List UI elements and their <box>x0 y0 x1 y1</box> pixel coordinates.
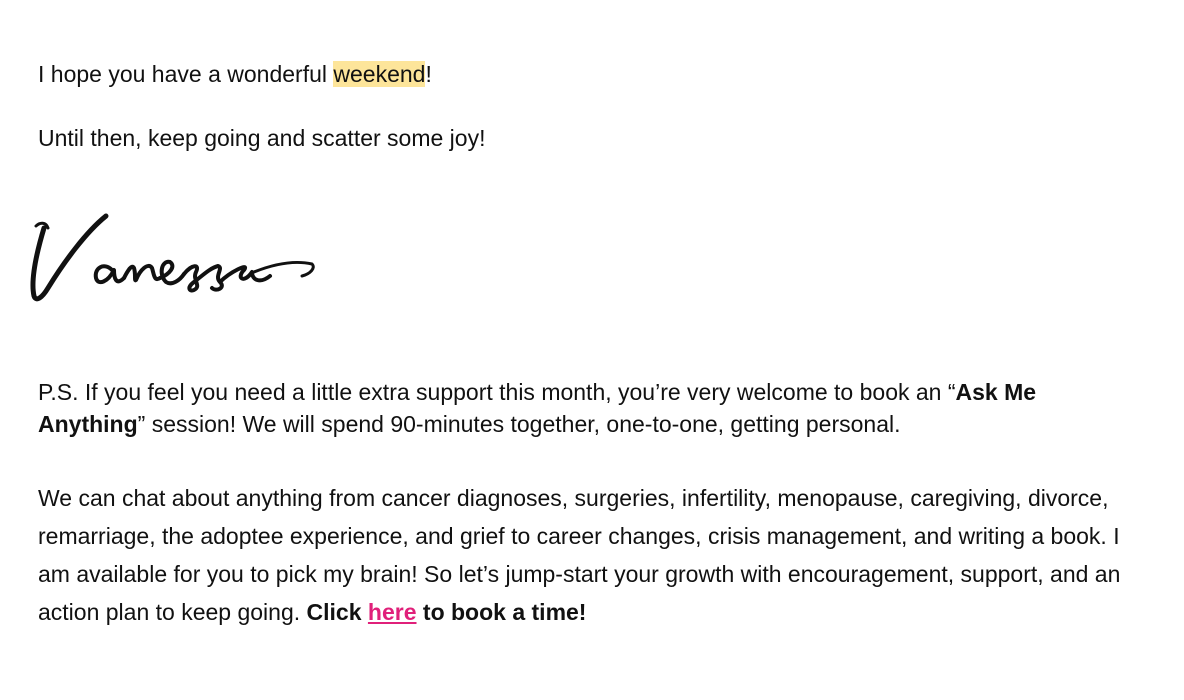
ps-suffix: ” session! We will spend 90-minutes together, one-to-one, getting personal. <box>137 411 901 437</box>
closing-line-weekend <box>38 58 432 90</box>
details-text: We can chat about anything from cancer diagnoses, surgeries, infertility, menopause, caregiving, divorce, remarriage, the adoptee experience, and grief to career changes, crisis management, and writing a book. I am available for you to pick my brain! So let’s jump-start your growth with encouragement, support, and an action plan to keep going. <box>38 485 1121 625</box>
closing-line-joy: Until then, keep going and scatter some joy! <box>38 125 486 151</box>
highlighted-word: weekend <box>333 61 426 87</box>
signature-image <box>24 198 334 328</box>
cta-after: to book a time! <box>416 599 587 625</box>
book-here-link[interactable]: here <box>367 599 417 625</box>
ask-me-anything-term: Ask Me Anything <box>38 379 1037 437</box>
closing-punctuation: ! <box>425 61 432 87</box>
cta-before: Click <box>306 599 368 625</box>
details-paragraph <box>38 479 1148 631</box>
ps-prefix: P.S. If you feel you need a little extra support this month, you’re very welcome to book an “ <box>38 379 956 405</box>
closing-text: I hope you have a wonderful <box>38 61 334 87</box>
ps-paragraph <box>38 376 1148 440</box>
